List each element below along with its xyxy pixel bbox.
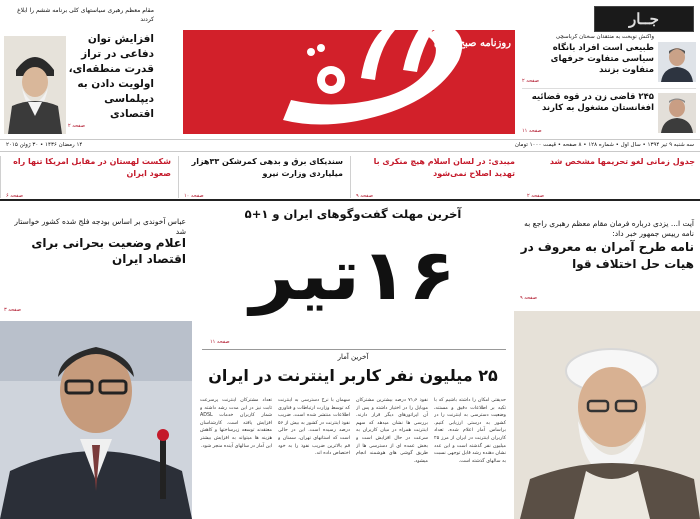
teaser-page-ref: صفحه ۲ [527, 193, 544, 199]
teaser-page-ref: صفحه ۶ [6, 193, 23, 199]
left-story-headline: اعلام وضعیت بحرانی برای اقتصاد ایران [31, 236, 186, 266]
text-column: تعداد مشترکان اینترنت پرسرعت ثابت نیز در این مدت رشد داشته و شمار کاربران خدمات ADSL افزایش یافته است. کارشناسان معتقدند توسعه زیرساختها و کاهش هزینه ها میتواند به افزایش بیشتر این آمار در سالهای آینده منجر شود. [200, 398, 272, 449]
cleric-photo [514, 311, 700, 519]
teaser-page-ref: صفحه ۱۰ [184, 193, 204, 199]
teaser-headline: میبدی: در لسان اسلام هیچ منکری با تهدید اصلاح نمی‌شود [373, 157, 515, 178]
teaser[interactable] [350, 156, 520, 198]
sub-story-kicker: آخرین آمار [337, 353, 369, 361]
teaser-headline: شکست لهستان در مقابل امریکا تنها راه صعود ایران [13, 157, 171, 178]
main-story[interactable] [196, 203, 510, 519]
side-story-photo [658, 42, 696, 82]
right-story-page-ref: صفحه ۹ [520, 295, 537, 301]
teaser[interactable] [178, 156, 348, 198]
side-story-headline: ۲۴۵ قاضی زن در قوه قضائیه افغانستان مشغول به کارند [531, 92, 654, 113]
teaser-headline: جدول زمانی لغو تحریمها مشخص شد [549, 157, 695, 166]
right-story-kicker: آیت ا... یزدی درباره فرمان مقام معظم رهبری راجع به نامه رییس جمهور خبر داد: [524, 219, 694, 238]
teaser[interactable] [0, 156, 176, 198]
dateline-issue: سه شنبه ۹ تیر ۱۳۹۴ • سال اول • شماره ۱۲۸ • ۸ صفحه • قیمت ۱۰۰۰ تومان [514, 142, 694, 148]
lead-left-kicker: مقام معظم رهبری سیاستهای کلی برنامه ششم را ابلاغ کردند [17, 7, 154, 23]
right-story-headline: نامه طرح آمران به معروف در هیات حل اختلاف قوا [520, 240, 694, 271]
side-story-page-ref: صفحه ۲ [522, 78, 539, 84]
side-story[interactable] [522, 34, 696, 84]
lead-left-headline: افزایش توان دفاعی در تراز قدرت منطقه‌ای، اولویت دادن به دیپلماسی اقتصادی [68, 33, 154, 120]
logo-subtitle: روزنامه صبح ایران [433, 38, 511, 49]
left-story[interactable] [0, 211, 192, 519]
teaser-page-ref: صفحه ۹ [356, 193, 373, 199]
side-story-headline: طبیعی است افراد بانگاه سیاسی متفاوت حرفهای متفاوت بزنند [550, 43, 654, 75]
side-story-page-ref: صفحه ۱۱ [522, 128, 542, 134]
logo-mark-icon [271, 0, 471, 140]
sub-story-headline: ۲۵ میلیون نفر کاربر اینترنت در ایران [208, 366, 498, 385]
left-story-page-ref: صفحه ۳ [4, 307, 21, 313]
front-page-body [0, 203, 700, 519]
main-page-ref: صفحه ۱۱ [210, 339, 230, 345]
minister-photo [0, 321, 192, 519]
side-story[interactable] [522, 88, 696, 134]
divider [202, 349, 506, 350]
leader-portrait-photo [4, 36, 66, 134]
brand-badge[interactable]: جــار [594, 6, 694, 32]
text-column: نفوذ ۷۱٫۶ درصد بیشترین مشترکان موبایل را در اختیار داشته و پس از آن اپراتورهای دیگر قرار دارند. بررسی ها نشان میدهد که سهم اینترنت همراه در میان کاربران به سرعت در حال افزایش است و بخش عمده ای از دسترسی ها از طریق گوشی های هوشمند انجام میشود. [356, 398, 428, 464]
side-story-kicker: واکنش نوبخت به منتقدان سخنان کرباسچی [555, 34, 654, 40]
logo-banner[interactable] [183, 30, 515, 134]
main-kicker: آخرین مهلت گفت‌وگوهای ایران و ۱+۵ [244, 207, 462, 221]
text-column: سهمان با نرخ دسترسی به اینترنت که توسط وزارت ارتباطات و فناوری اطلاعات منتشر شده است، ضریب نفوذ اینترنت در کشور به بیش از ۵۶ درصد رسیده است. این در حالی است که استانهای تهران، سمنان و قم بالاترین ضریب نفوذ را به خود اختصاص داده اند. [278, 398, 350, 457]
main-big-headline: ۱۶تیر [250, 234, 456, 316]
left-story-kicker: عباس آخوندی بر اساس بودجه فلج شده کشور خواستار شد [14, 217, 186, 236]
lead-left-page-ref: صفحه ۲ [68, 123, 85, 129]
masthead [0, 0, 700, 148]
dateline-lunar: ۱۴ رمضان ۱۴۳۶ • ۳۰ ژوئن ۲۰۱۵ [6, 142, 83, 148]
teaser[interactable] [522, 156, 700, 198]
text-column: حدیقتی امکان را داشته باشیم که با تکیه بر اطلاعات دقیق و مستند، وضعیت دسترسی به اینترنت را در کشور به درستی ارزیابی کنیم. براساس آمار اعلام شده، تعداد کاربران اینترنت در ایران از مرز ۲۵ میلیون نفر گذشته است و این عدد نشان دهنده رشد قابل توجهی نسبت به سالهای گذشته است. [434, 398, 506, 464]
teaser-row [0, 153, 700, 201]
dateline [0, 139, 700, 152]
side-story-photo [658, 93, 696, 133]
lead-story-left[interactable] [4, 6, 154, 134]
sub-story-text [200, 397, 506, 519]
side-stories-right [522, 34, 696, 134]
right-story[interactable] [514, 211, 700, 519]
teaser-headline: سندیکای برق و بدهی کمرشکن ۳۳هزار میلیاردی وزارت نیرو [191, 157, 343, 178]
